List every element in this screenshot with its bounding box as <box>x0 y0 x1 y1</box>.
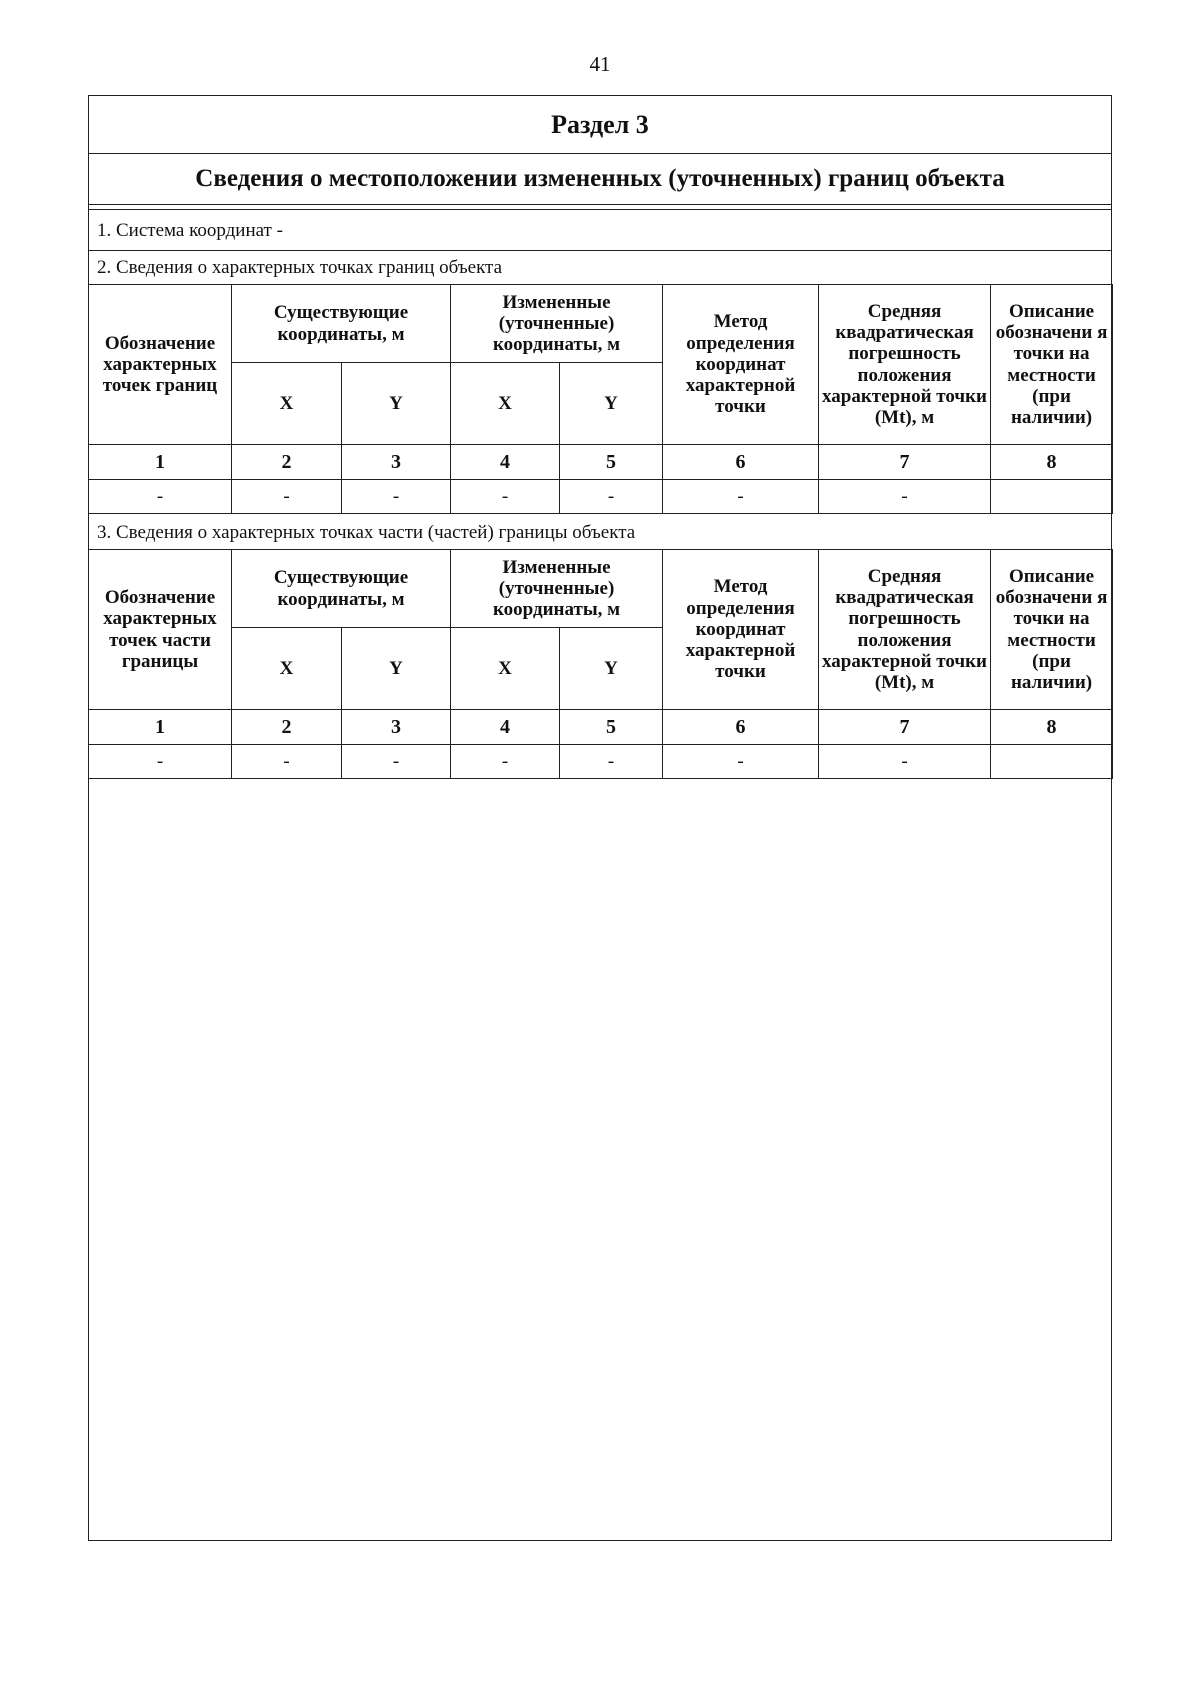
table-cell <box>991 480 1113 514</box>
header-existing-coordinates: Существующие координаты, м <box>232 550 451 628</box>
column-number: 3 <box>342 445 451 480</box>
table-cell: - <box>451 480 560 514</box>
table-cell: - <box>451 745 560 779</box>
page-number: 41 <box>589 52 611 76</box>
coordinate-system-line: 1. Система координат - <box>89 211 1111 251</box>
boundary-points-caption: 2. Сведения о характерных точках границ объекта <box>97 257 503 278</box>
table-cell: - <box>663 480 819 514</box>
table-cell: - <box>89 480 232 514</box>
table-cell: - <box>232 745 342 779</box>
header-existing-y: Y <box>342 363 451 445</box>
header-existing-coordinates: Существующие координаты, м <box>232 285 451 363</box>
header-existing-x: X <box>232 628 342 710</box>
column-number: 7 <box>819 710 991 745</box>
header-description: Описание обозначени я точки на местности (при наличии) <box>991 285 1113 445</box>
column-number: 1 <box>89 710 232 745</box>
column-number: 5 <box>560 445 663 480</box>
column-number: 6 <box>663 445 819 480</box>
header-description: Описание обозначени я точки на местности (при наличии) <box>991 550 1113 710</box>
header-method: Метод определения координат характерной точки <box>663 285 819 445</box>
table-cell: - <box>560 745 663 779</box>
header-mean-error: Средняя квадратическая погрешность положения характерной точки (Mt), м <box>819 285 991 445</box>
table-cell <box>991 745 1113 779</box>
header-point-designation: Обозначение характерных точек границ <box>89 285 232 445</box>
section-title: Раздел 3 <box>89 96 1111 154</box>
section-frame <box>88 95 1112 1541</box>
header-part-point-designation: Обозначение характерных точек части границы <box>89 550 232 710</box>
boundary-part-points-table <box>88 549 1113 779</box>
column-number-row <box>89 445 1113 480</box>
table-cell: - <box>663 745 819 779</box>
section-subtitle: Сведения о местоположении измененных (уточненных) границ объекта <box>195 165 1005 192</box>
table-cell: - <box>560 480 663 514</box>
column-number: 4 <box>451 445 560 480</box>
boundary-points-table <box>88 284 1113 514</box>
table-cell: - <box>342 745 451 779</box>
column-number: 8 <box>991 710 1113 745</box>
column-number: 2 <box>232 445 342 480</box>
column-number: 3 <box>342 710 451 745</box>
column-number: 4 <box>451 710 560 745</box>
header-mean-error: Средняя квадратическая погрешность положения характерной точки (Mt), м <box>819 550 991 710</box>
header-changed-coordinates: Измененные (уточненные) координаты, м <box>451 285 663 363</box>
boundary-part-points-caption: 3. Сведения о характерных точках части (частей) границы объекта <box>97 522 636 543</box>
column-number: 6 <box>663 710 819 745</box>
table-cell: - <box>89 745 232 779</box>
column-number: 5 <box>560 710 663 745</box>
header-existing-y: Y <box>342 628 451 710</box>
table-row <box>89 480 1113 514</box>
column-number: 7 <box>819 445 991 480</box>
table-row <box>89 745 1113 779</box>
header-changed-y: Y <box>560 363 663 445</box>
header-changed-y: Y <box>560 628 663 710</box>
header-existing-x: X <box>232 363 342 445</box>
header-changed-coordinates: Измененные (уточненные) координаты, м <box>451 550 663 628</box>
column-number: 8 <box>991 445 1113 480</box>
column-number: 2 <box>232 710 342 745</box>
header-changed-x: X <box>451 628 560 710</box>
header-changed-x: X <box>451 363 560 445</box>
column-number-row <box>89 710 1113 745</box>
header-method: Метод определения координат характерной точки <box>663 550 819 710</box>
column-number: 1 <box>89 445 232 480</box>
table-cell: - <box>342 480 451 514</box>
table-cell: - <box>819 480 991 514</box>
table-cell: - <box>819 745 991 779</box>
table-cell: - <box>232 480 342 514</box>
double-rule-divider <box>89 204 1111 210</box>
